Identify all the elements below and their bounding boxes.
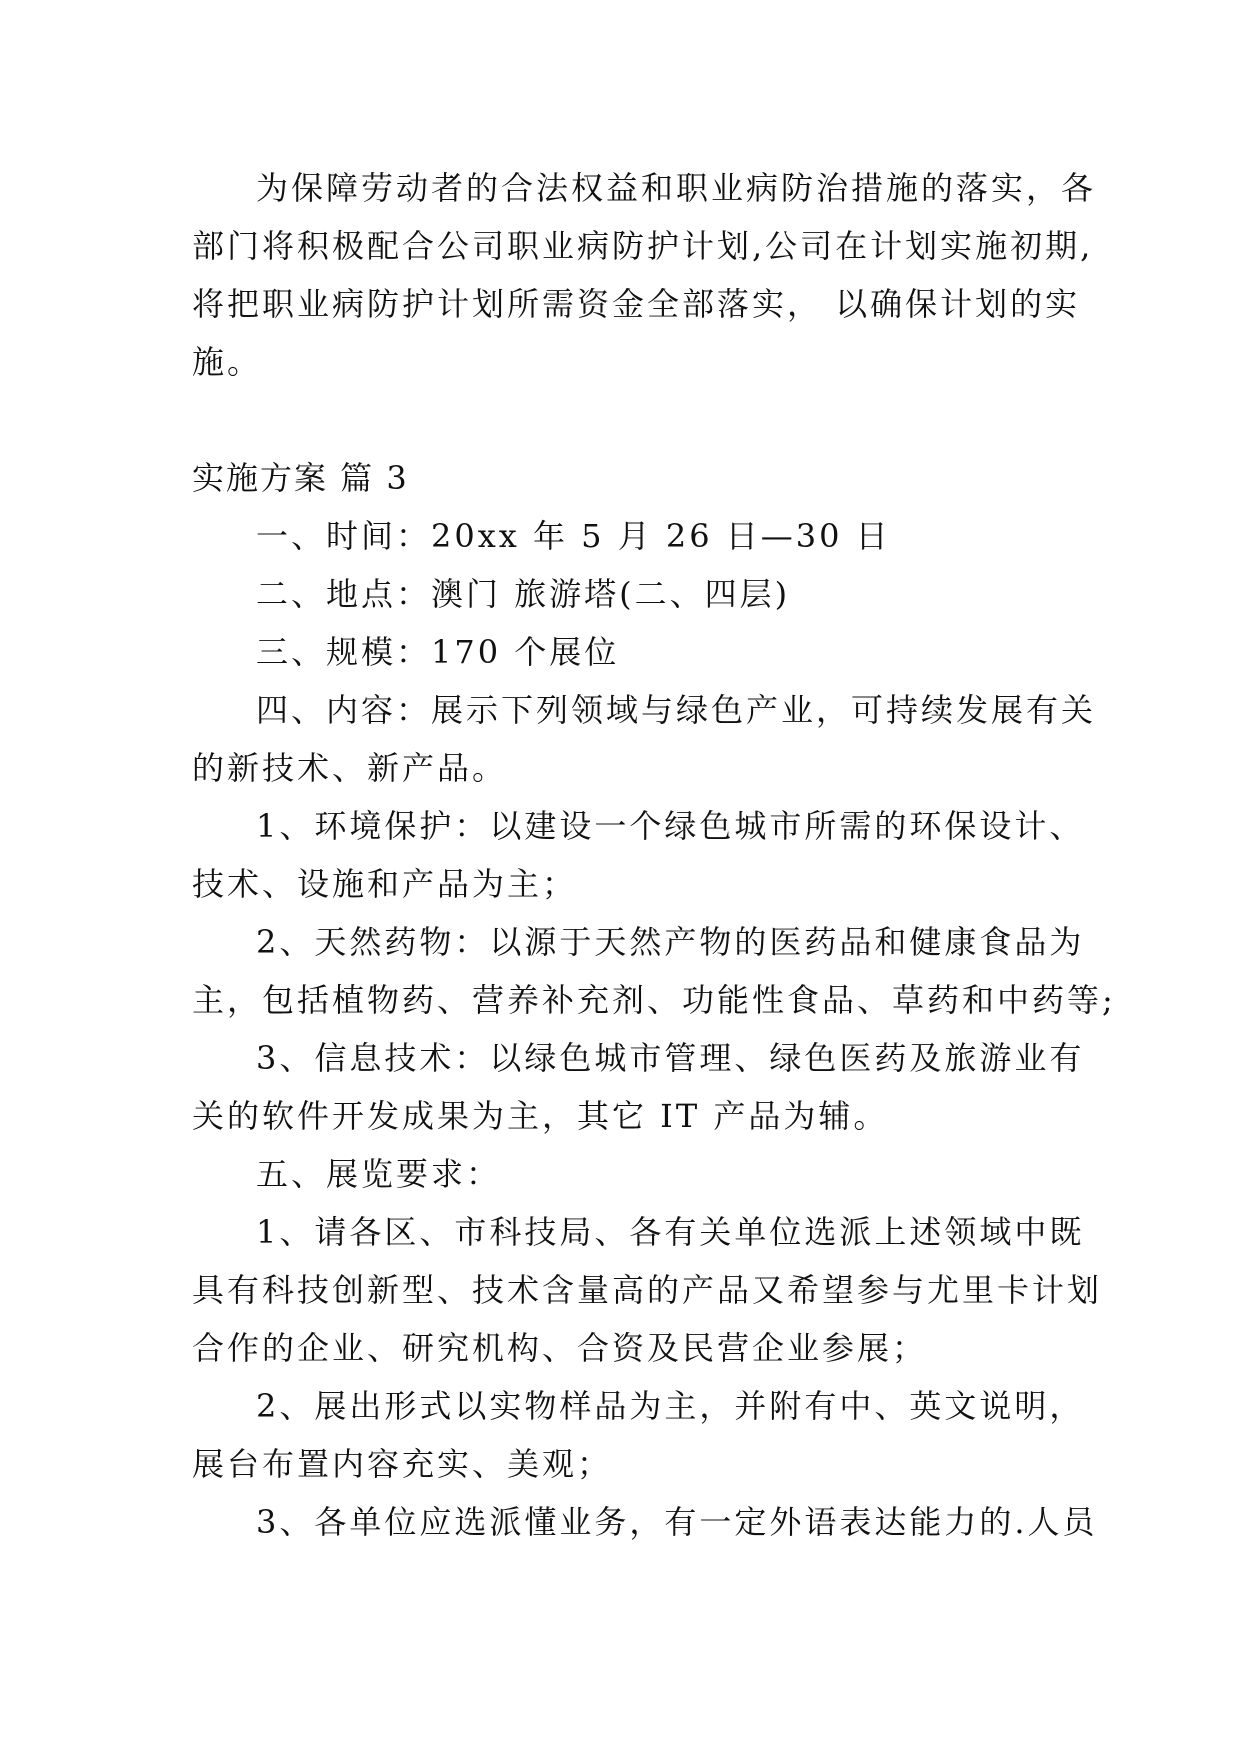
req1-line-3: 合作的企业、研究机构、合资及民营企业参展；: [192, 1329, 928, 1367]
req1-line-1: 1、请各区、市科技局、各有关单位选派上述领域中既: [256, 1213, 1085, 1251]
section-title: 实施方案 篇 3: [192, 459, 409, 497]
requirements-title: 五、展览要求：: [256, 1155, 502, 1193]
medicine-line-1: 2、天然药物：以源于天然产物的医药品和健康食品为: [256, 923, 1085, 961]
req2-line-1: 2、展出形式以实物样品为主，并附有中、英文说明，: [256, 1387, 1085, 1425]
item-time: 一、时间：20xx 年 5 月 26 日—30 日: [256, 517, 891, 555]
item-content-line-1: 四、内容：展示下列领域与绿色产业，可持续发展有关: [256, 691, 1097, 729]
it-line-2: 关的软件开发成果为主，其它 IT 产品为辅。: [192, 1097, 889, 1135]
req2-line-2: 展台布置内容充实、美观；: [192, 1445, 613, 1483]
env-line-2: 技术、设施和产品为主；: [192, 865, 578, 903]
req1-line-2: 具有科技创新型、技术含量高的产品又希望参与尤里卡计划: [192, 1271, 1103, 1309]
item-scale: 三、规模：170 个展位: [256, 633, 620, 671]
item-location: 二、地点：澳门 旅游塔(二、四层): [256, 575, 791, 613]
intro-line-2: 部门将积极配合公司职业病防护计划,公司在计划实施初期,: [192, 227, 1094, 265]
intro-line-4: 施。: [192, 343, 263, 381]
it-line-1: 3、信息技术：以绿色城市管理、绿色医药及旅游业有: [256, 1039, 1085, 1077]
req3-line-1: 3、各单位应选派懂业务，有一定外语表达能力的.人员: [256, 1503, 1098, 1541]
item-content-line-2: 的新技术、新产品。: [192, 749, 508, 787]
medicine-line-2: 主，包括植物药、营养补充剂、功能性食品、草药和中药等;: [192, 981, 1116, 1019]
intro-line-3: 将把职业病防护计划所需资金全部落实， 以确保计划的实: [192, 285, 1081, 323]
env-line-1: 1、环境保护：以建设一个绿色城市所需的环保设计、: [256, 807, 1085, 845]
intro-line-1: 为保障劳动者的合法权益和职业病防治措施的落实，各: [256, 169, 1097, 207]
